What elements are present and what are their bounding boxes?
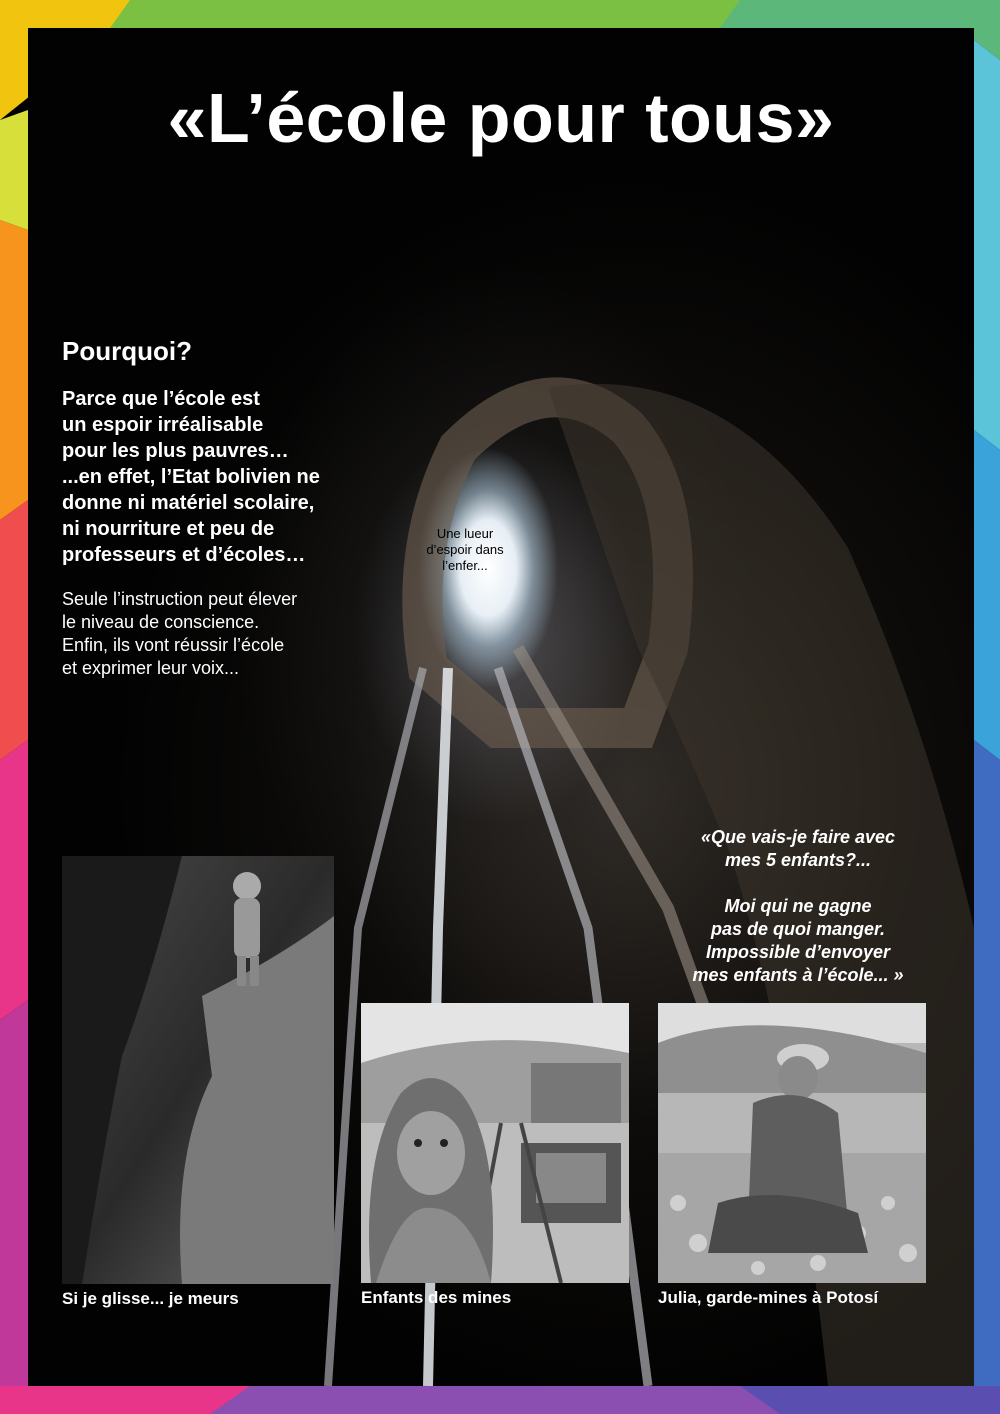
lead-line: ...en effet, l’Etat bolivien ne: [62, 466, 320, 488]
lead-line: un espoir irréalisable: [62, 414, 264, 436]
section-heading: Pourquoi?: [62, 336, 192, 366]
quote-line: Moi qui ne gagne: [724, 896, 872, 916]
miner-climbing-image: [62, 856, 334, 1284]
lead-line: professeurs et d’écoles…: [62, 544, 306, 566]
caption-miner: Si je glisse... je meurs: [62, 1289, 239, 1308]
lead-line: Parce que l’école est: [62, 388, 260, 410]
light-caption-line: d’espoir dans: [426, 542, 504, 557]
photo-miner-climbing: [62, 856, 334, 1284]
body-line: Enfin, ils vont réussir l’école: [62, 635, 285, 655]
child-mine-image: [361, 1003, 629, 1283]
body-line: le niveau de conscience.: [62, 612, 260, 632]
julia-image: [658, 1003, 926, 1283]
photo-julia: [658, 1003, 926, 1283]
quote-line: [668, 872, 928, 895]
quote-line: mes enfants à l’école... »: [692, 965, 904, 985]
lead-line: donne ni matériel scolaire,: [62, 492, 315, 514]
body-paragraph: [62, 588, 352, 680]
tunnel-background: [28, 28, 974, 1386]
lead-line: pour les plus pauvres…: [62, 440, 289, 462]
body-line: et exprimer leur voix...: [62, 658, 240, 678]
lead-line: ni nourriture et peu de: [62, 518, 275, 540]
body-line: Seule l’instruction peut élever: [62, 589, 298, 609]
page-title: «L’école pour tous»: [167, 79, 835, 157]
quote-line: pas de quoi manger.: [710, 919, 886, 939]
light-caption-line: l’enfer...: [442, 558, 488, 573]
mother-quote: [668, 826, 928, 987]
light-caption: [420, 526, 510, 574]
caption-children: Enfants des mines: [361, 1288, 512, 1307]
quote-line: mes 5 enfants?...: [724, 850, 872, 870]
lead-paragraph: [62, 386, 362, 568]
photo-child-mine: [361, 1003, 629, 1283]
caption-julia: Julia, garde-mines à Potosí: [658, 1288, 879, 1307]
light-caption-line: Une lueur: [436, 526, 494, 541]
quote-line: Impossible d’envoyer: [705, 942, 891, 962]
quote-line: «Que vais-je faire avec: [700, 827, 896, 847]
